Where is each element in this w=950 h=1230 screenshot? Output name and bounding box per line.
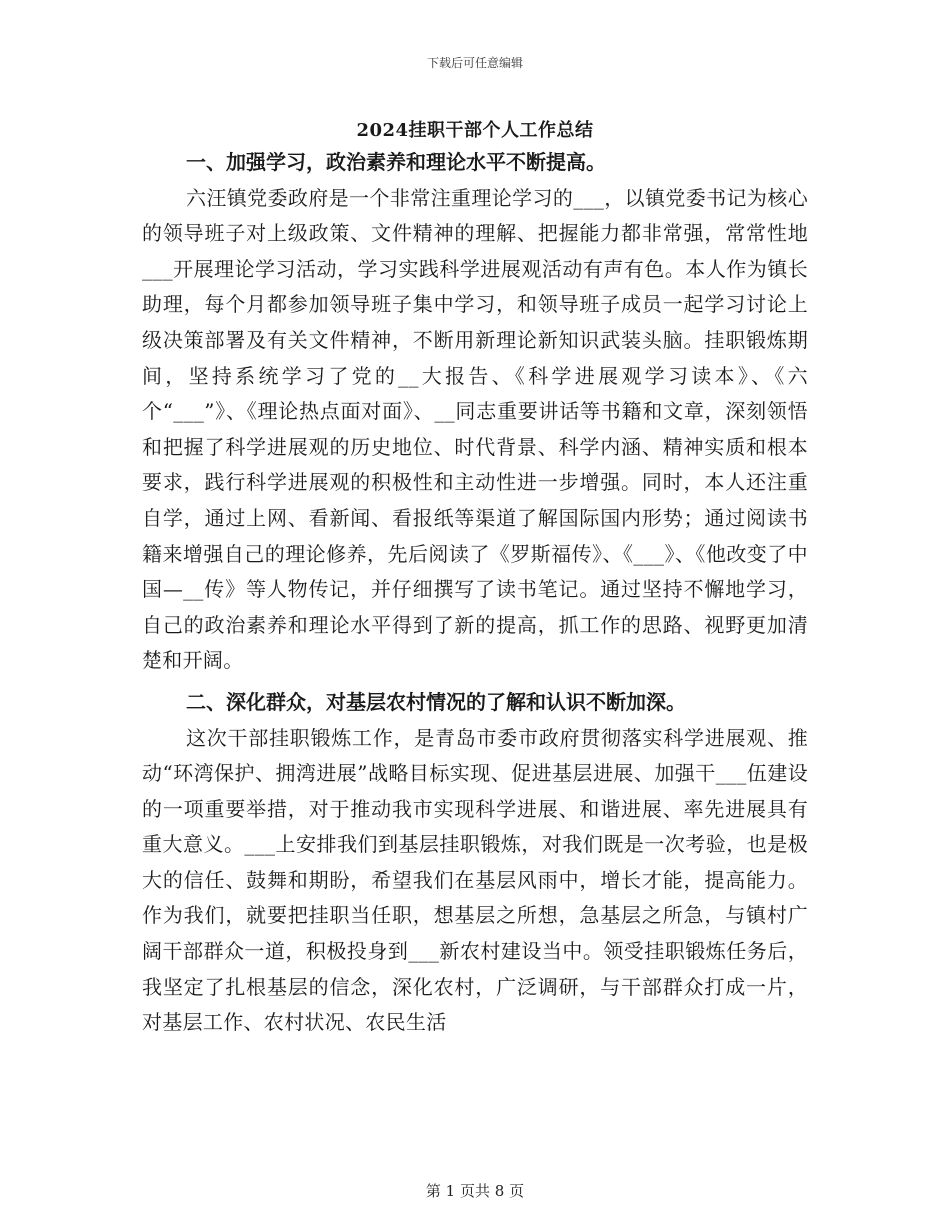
section-paragraph-2: 这次干部挂职锻炼工作，是青岛市委市政府贯彻落实科学进展观、推动“环湾保护、拥湾进展”战略目标实现、促进基层进展、加强干___伍建设的一项重要举措，对于推动我市实现科学进展、和谐进展、率先进展具有重大意义。___上安排我们到基层挂职锻炼，对我们既是一次考验，也是极大的信任、鼓舞和期盼，希望我们在基层风雨中，增长才能，提高能力。作为我们，就要把挂职当任职，想基层之所想，急基层之所急，与镇村广阔干部群众一道，积极投身到___新农村建设当中。领受挂职锻炼任务后，我坚定了扎根基层的信念，深化农村，广泛调研，与干部群众打成一片，对基层工作、农村状况、农民生活 xyxy=(142,725,808,1035)
document-body xyxy=(142,145,808,1041)
header-note: 下载后可任意编辑 xyxy=(426,56,523,70)
section-heading-2: 二、深化群众，对基层农村情况的了解和认识不断加深。 xyxy=(186,689,686,714)
document-title: 2024挂职干部个人工作总结 xyxy=(356,120,594,141)
section-heading-1: 一、加强学习，政治素养和理论水平不断提高。 xyxy=(186,150,606,174)
page-footer: 第 1 页共 8 页 xyxy=(425,1182,525,1200)
section-paragraph-1: 六汪镇党委政府是一个非常注重理论学习的___，以镇党委书记为核心的领导班子对上级政策、文件精神的理解、把握能力都非常强，常常性地___开展理论学习活动，学习实践科学进展观活动有声有色。本人作为镇长助理，每个月都参加领导班子集中学习，和领导班子成员一起学习讨论上级决策部署及有关文件精神，不断用新理论新知识武装头脑。挂职锻炼期间，坚持系统学习了党的__大报告、《科学进展观学习读本》、《六个“___”》、《理论热点面对面》、__同志重要讲话等书籍和文章，深刻领悟和把握了科学进展观的历史地位、时代背景、科学内涵、精神实质和根本要求，践行科学进展观的积极性和主动性进一步增强。同时，本人还注重自学，通过上网、看新闻、看报纸等渠道了解国际国内形势；通过阅读书籍来增强自己的理论修养，先后阅读了《罗斯福传》、《___》、《他改变了中国—__传》等人物传记，并仔细撰写了读书笔记。通过坚持不懈地学习，自己的政治素养和理论水平得到了新的提高，抓工作的思路、视野更加清楚和开阔。 xyxy=(142,185,808,673)
